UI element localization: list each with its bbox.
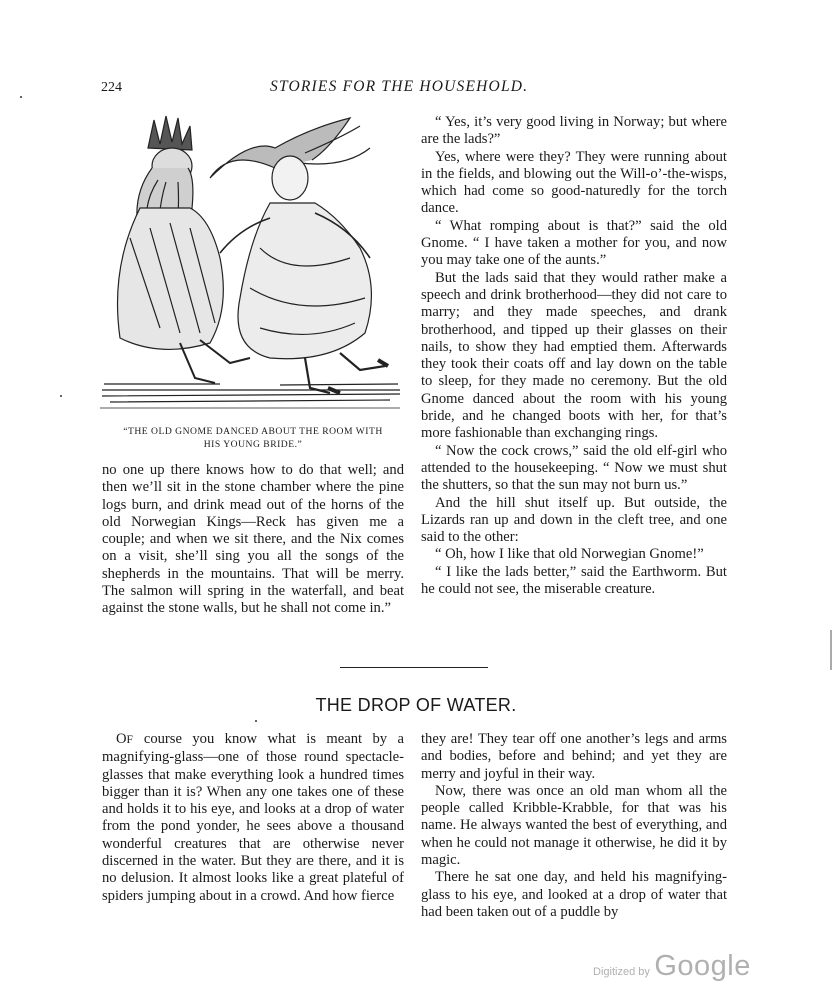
right-column-upper [421,114,727,598]
paragraph [102,731,404,905]
section-title: THE DROP OF WATER. [315,695,517,715]
running-title: STORIES FOR THE HOUSEHOLD. [270,78,529,95]
illustration-caption [104,425,402,451]
caption-line-1: “THE OLD GNOME DANCED ABOUT THE ROOM WITH [123,426,383,437]
drop-cap: O [116,731,127,747]
paragraph: There he sat one day, and held his magnifying-glass to his eye, and looked at a drop of water that had been taken out of a puddle by [421,869,727,920]
right-column-lower [421,731,727,921]
google-logo: Google [654,950,751,982]
scan-speck [255,720,257,722]
illustration-gnome-dance [100,108,402,420]
digitized-watermark [593,950,751,983]
scan-speck [60,395,62,397]
paragraph: “ Oh, how I like that old Norwegian Gnome!” [435,546,704,563]
page-number: 224 [101,80,122,95]
paragraph: “ I like the lads better,” said the Earthworm. But he could not see, the miserable creature. [421,563,727,598]
paragraph: And the hill shut itself up. But outside, the Lizards ran up and down in the cleft tree, and one said to the other: [421,494,727,546]
paragraph: But the lads said that they would rather make a speech and drink brotherhood—they did not care to marry; and they made speeches, and drank brotherhood, and tipped up their glasses on their nails, to show they had emptied them. Afterwards they took their coats off and lay down on the table to sleep, for they made no ceremony. But the old Gnome danced about the room with his young bride, and he changed boots with her, for that’s more fashionable than exchanging rings. [421,269,727,442]
paragraph: they are! They tear off one another’s legs and arms and bodies, before and behind; and yet they are merry and joyful in their way. [421,731,727,782]
paragraph: Yes, where were they? They were running about in the fields, and blowing out the Will-o’-the-wisps, which had come so good-naturedly for the torch dance. [421,148,727,217]
dance-engraving [100,108,402,420]
paragraph-text: course you know what is meant by a magnifying-glass—one of those round spectacle-glasses that make everything look a hundred times bigger than it is? When any one takes one of these and holds it to his eye, and looks at a drop of water from the pond yonder, he sees above a thousand wonderful creatures that are otherwise never discerned in the water. But they are there, and it is no delusion. It almost looks like a great plateful of spiders jumping about in a crowd. And how fierce [102,731,404,904]
left-column-upper [102,462,404,618]
watermark-prefix: Digitized by [593,966,650,978]
caption-line-2: HIS YOUNG BRIDE.” [203,439,303,450]
scan-speck [20,96,22,98]
section-divider [340,667,488,668]
paragraph: Now, there was once an old man whom all the people called Kribble-Krabble, for that was his name. He always wanted the best of everything, and when he could not manage it otherwise, he did it by magic. [421,782,727,869]
paragraph: “ Now the cock crows,” said the old elf-girl who attended to the housekeeping. “ Now we must shut the shutters, so that the sun may not burn us.” [421,442,727,494]
paragraph: “ Yes, it’s very good living in Norway; but where are the lads?” [421,114,727,148]
drop-cap-rest: F [126,734,134,746]
paragraph: no one up there knows how to do that well; and then we’ll sit in the stone chamber where the pine logs burn, and drink mead out of the horns of the old Norwegian Kings—Reck has given me a couple; and when we sit there, and the Nix comes on a visit, she’ll sing you all the songs of the shepherds in the mountains. That will be merry. The salmon will spring in the waterfall, and beat against the stone walls, but he shall not come in.” [102,462,404,617]
left-column-lower [102,731,404,905]
paragraph: “ What romping about is that?” said the old Gnome. “ I have taken a mother for you, and now you may take one of the aunts.” [421,217,727,269]
